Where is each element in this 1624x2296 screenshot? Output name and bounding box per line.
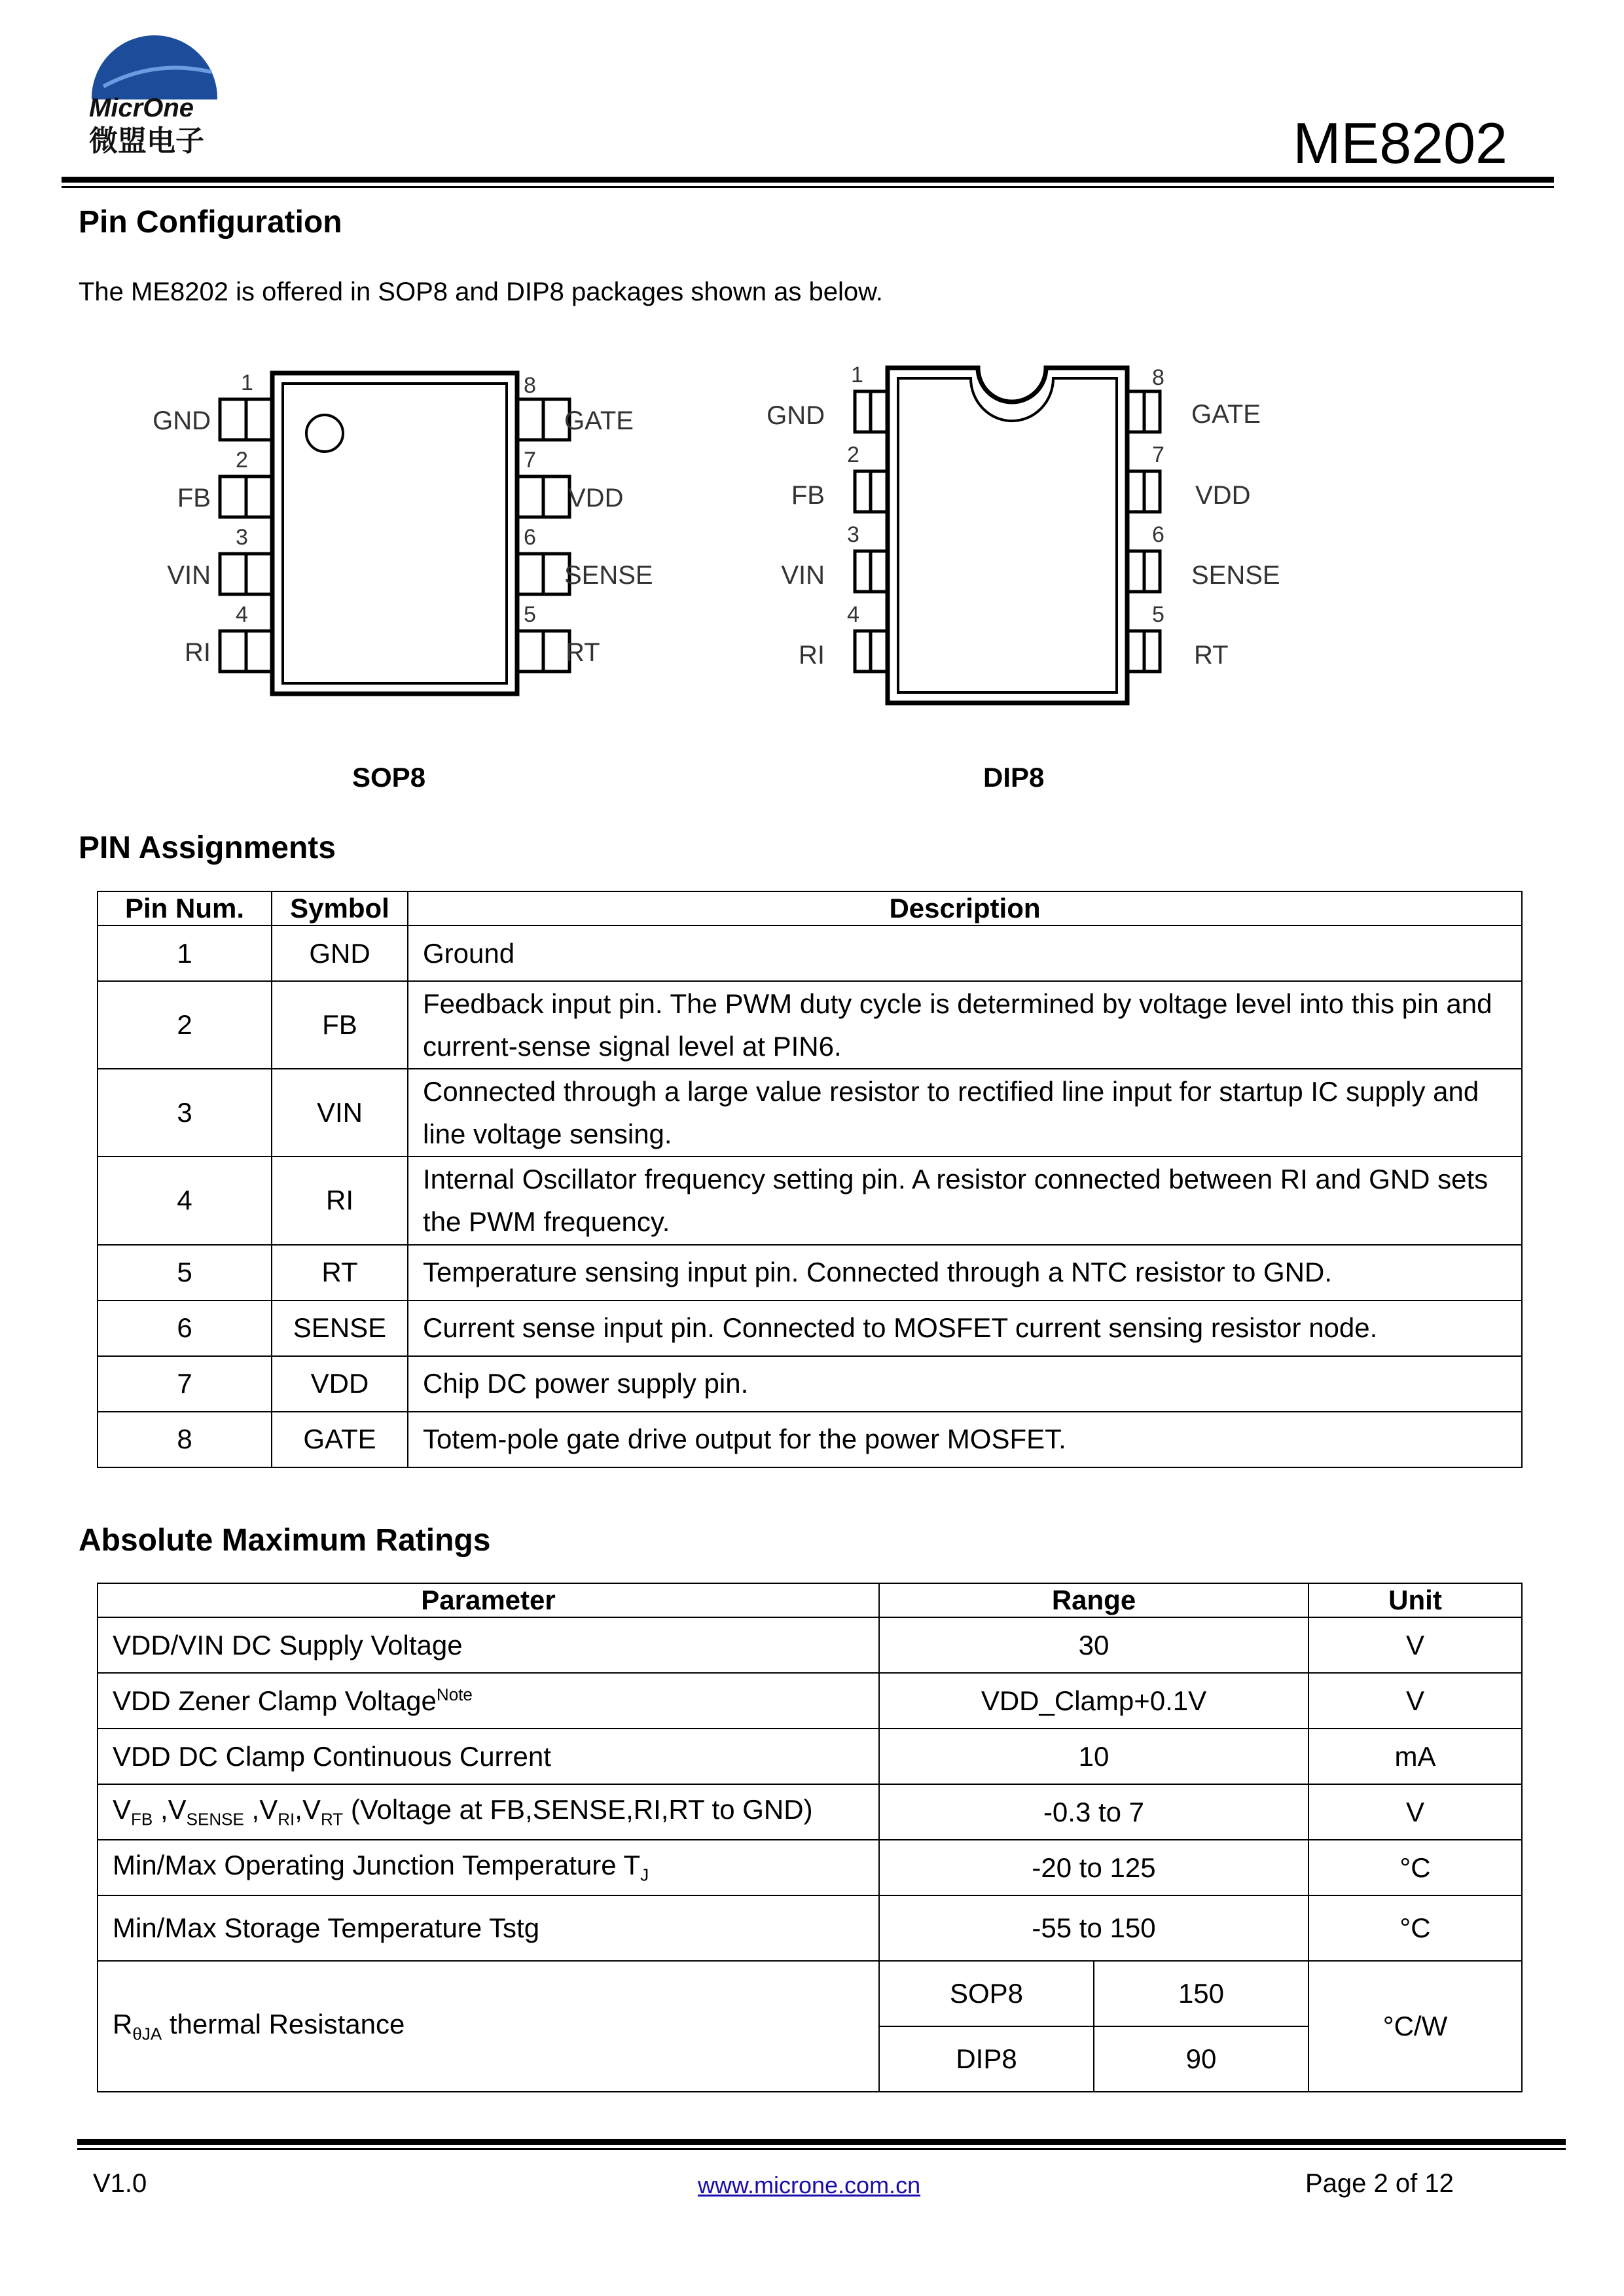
description-cell: Chip DC power supply pin. xyxy=(408,1356,1522,1412)
parameter-cell: VDD/VIN DC Supply Voltage xyxy=(98,1617,879,1673)
description-cell: Feedback input pin. The PWM duty cycle is determined by voltage level into this pin and current-sense signal level at PIN6. xyxy=(408,981,1522,1069)
table-row xyxy=(98,1069,1522,1157)
table-row xyxy=(98,1300,1522,1356)
symbol-cell: GATE xyxy=(272,1412,408,1467)
pin-config-title: Pin Configuration xyxy=(79,205,342,240)
dip8-pin-num: 1 xyxy=(851,363,863,387)
symbol-cell: RI xyxy=(272,1157,408,1244)
description-cell: Connected through a large value resistor to rectified line input for startup IC supply and line voltage sensing. xyxy=(408,1069,1522,1157)
sop8-pin-num: 5 xyxy=(524,602,536,627)
dip8-pin-label: GND xyxy=(767,401,825,430)
table-row xyxy=(98,1840,1522,1895)
sop8-pin-label: SENSE xyxy=(564,561,653,590)
pin-num-cell: 6 xyxy=(98,1300,272,1356)
table-row xyxy=(98,1617,1522,1673)
value-cell: 90 xyxy=(1094,2026,1308,2092)
symbol-cell: GND xyxy=(272,925,408,981)
table-row xyxy=(98,1245,1522,1300)
sop8-caption: SOP8 xyxy=(352,762,426,793)
sop8-pin-label: VDD xyxy=(568,484,624,512)
table-row xyxy=(98,1356,1522,1412)
parameter-text: VDD Zener Clamp Voltage xyxy=(113,1685,437,1716)
table-row xyxy=(98,1412,1522,1467)
col-header-unit: Unit xyxy=(1308,1583,1522,1617)
sop8-pin-label: GATE xyxy=(564,406,634,435)
website-link[interactable]: www.microne.com.cn xyxy=(698,2172,921,2198)
table-row xyxy=(98,1784,1522,1840)
ratings-table xyxy=(97,1583,1523,2092)
unit-cell: V xyxy=(1308,1617,1522,1673)
page-number: Page 2 of 12 xyxy=(1305,2169,1454,2198)
pin-assignments-title: PIN Assignments xyxy=(79,831,336,865)
param-subscript: FB xyxy=(131,1809,153,1829)
pin-assignments-table xyxy=(97,891,1523,1468)
value-cell: 150 xyxy=(1094,1961,1308,2026)
dip8-pin-label: FB xyxy=(791,481,825,510)
unit-cell: °C xyxy=(1308,1840,1522,1895)
unit-cell: °C xyxy=(1308,1895,1522,1961)
col-header-parameter: Parameter xyxy=(98,1583,879,1617)
table-row xyxy=(98,1895,1522,1961)
ratings-title: Absolute Maximum Ratings xyxy=(79,1523,491,1558)
pin-num-cell: 5 xyxy=(98,1245,272,1300)
part-number: ME8202 xyxy=(1293,111,1507,175)
unit-cell: mA xyxy=(1308,1729,1522,1784)
col-header-symbol: Symbol xyxy=(272,891,408,925)
logo-text-cn: 微盟电子 xyxy=(89,125,204,157)
param-symbol: R xyxy=(113,2008,133,2039)
dip8-diagram xyxy=(759,359,1309,712)
version-label: V1.0 xyxy=(93,2169,147,2198)
header-rule xyxy=(62,177,1554,183)
range-cell: 10 xyxy=(879,1729,1308,1784)
header-rule-thin xyxy=(62,186,1554,188)
dip8-pin-label: RT xyxy=(1194,641,1229,670)
dip8-caption: DIP8 xyxy=(983,762,1045,793)
description-cell: Internal Oscillator frequency setting pin. A resistor connected between RI and GND sets the PWM frequency. xyxy=(408,1157,1522,1244)
param-subscript: RT xyxy=(320,1809,344,1829)
dip8-pin-num: 6 xyxy=(1152,522,1164,547)
parameter-text: thermal Resistance xyxy=(169,2008,405,2039)
description-cell: Totem-pole gate drive output for the power MOSFET. xyxy=(408,1412,1522,1467)
pin-config-intro: The ME8202 is offered in SOP8 and DIP8 packages shown as below. xyxy=(79,278,883,306)
package-cell: DIP8 xyxy=(879,2026,1094,2092)
range-cell: VDD_Clamp+0.1V xyxy=(879,1673,1308,1729)
table-row xyxy=(98,1961,1522,2026)
pin-num-cell: 3 xyxy=(98,1069,272,1157)
parameter-text: (Voltage at FB,SENSE,RI,RT to GND) xyxy=(350,1794,813,1825)
parameter-cell xyxy=(98,1961,879,2092)
parameter-cell xyxy=(98,1673,879,1729)
sop8-pin-label: GND xyxy=(153,406,211,435)
col-header-pin-num: Pin Num. xyxy=(98,891,272,925)
pin-num-cell: 4 xyxy=(98,1157,272,1244)
sop8-pin-label: RT xyxy=(566,638,600,667)
dip8-pin-label: RI xyxy=(799,641,825,670)
range-cell: -0.3 to 7 xyxy=(879,1784,1308,1840)
symbol-cell: RT xyxy=(272,1245,408,1300)
sop8-pin1-dot xyxy=(306,415,343,452)
symbol-cell: VIN xyxy=(272,1069,408,1157)
param-subscript: RI xyxy=(278,1809,295,1829)
parameter-cell: Min/Max Storage Temperature Tstg xyxy=(98,1895,879,1961)
symbol-cell: VDD xyxy=(272,1356,408,1412)
symbol-cell: SENSE xyxy=(272,1300,408,1356)
description-cell: Ground xyxy=(408,925,1522,981)
table-row xyxy=(98,1157,1522,1244)
dip8-pin-label: VIN xyxy=(781,561,825,590)
logo-text-latin: MicrOne xyxy=(89,94,194,122)
symbol-cell: FB xyxy=(272,981,408,1069)
table-header-row xyxy=(98,891,1522,925)
param-symbol: V xyxy=(168,1794,187,1825)
pin-num-cell: 8 xyxy=(98,1412,272,1467)
table-row xyxy=(98,981,1522,1069)
parameter-cell: VDD DC Clamp Continuous Current xyxy=(98,1729,879,1784)
unit-cell: V xyxy=(1308,1673,1522,1729)
param-symbol: V xyxy=(259,1794,278,1825)
dip8-pin-label: GATE xyxy=(1191,400,1261,429)
unit-cell: V xyxy=(1308,1784,1522,1840)
pin-num-cell: 7 xyxy=(98,1356,272,1412)
param-subscript: SENSE xyxy=(186,1809,244,1829)
param-subscript: θJA xyxy=(132,2024,162,2044)
micro-one-logo xyxy=(77,26,228,164)
parameter-cell: $V_{FB}$ $,V_{SENSE}$ $,V_{RI},V_{RT}$ (Voltage at FB,SENSE,RI,RT to GND) xyxy=(98,1784,879,1840)
dip8-pin-label: VDD xyxy=(1195,481,1251,510)
dip8-pin-num: 4 xyxy=(847,602,859,627)
sop8-pin-num: 1 xyxy=(241,370,253,395)
pin-num-cell: 1 xyxy=(98,925,272,981)
sop8-pin-label: FB xyxy=(177,484,211,512)
dip8-pin-num: 7 xyxy=(1152,442,1164,467)
param-symbol: V xyxy=(302,1794,321,1825)
unit-cell: °C/W xyxy=(1308,1961,1522,2092)
footer-rule-thin xyxy=(77,2148,1566,2150)
range-cell: -55 to 150 xyxy=(879,1895,1308,1961)
dip8-pin-num: 5 xyxy=(1152,602,1164,627)
sop8-pin-num: 8 xyxy=(524,373,536,398)
param-symbol: V xyxy=(113,1794,132,1825)
col-header-description: Description xyxy=(408,891,1522,925)
table-header-row xyxy=(98,1583,1522,1617)
description-cell: Temperature sensing input pin. Connected through a NTC resistor to GND. xyxy=(408,1245,1522,1300)
range-cell: 30 xyxy=(879,1617,1308,1673)
description-cell: Current sense input pin. Connected to MOSFET current sensing resistor node. xyxy=(408,1300,1522,1356)
package-cell: SOP8 xyxy=(879,1961,1094,2026)
sop8-pin-label: RI xyxy=(185,638,211,667)
pin-num-cell: 2 xyxy=(98,981,272,1069)
sop8-pin-num: 6 xyxy=(524,525,536,550)
sop8-pin-num: 2 xyxy=(236,448,248,473)
note-superscript: Note xyxy=(436,1685,473,1704)
dip8-pin-num: 3 xyxy=(847,522,859,547)
parameter-text: Min/Max Operating Junction Temperature T xyxy=(113,1850,641,1881)
sop8-pin-label: VIN xyxy=(167,561,211,590)
range-cell: -20 to 125 xyxy=(879,1840,1308,1895)
dip8-pin-num: 2 xyxy=(847,442,859,467)
table-row xyxy=(98,1729,1522,1784)
sop8-pin-num: 3 xyxy=(236,525,248,550)
table-row xyxy=(98,1673,1522,1729)
footer-rule xyxy=(77,2139,1566,2145)
sop8-pin-num: 7 xyxy=(524,448,536,473)
col-header-range: Range xyxy=(879,1583,1308,1617)
dip8-pin-num: 8 xyxy=(1152,365,1164,390)
param-subscript: J xyxy=(640,1865,649,1885)
table-row xyxy=(98,925,1522,981)
dip8-pin-label: SENSE xyxy=(1191,561,1280,590)
sop8-diagram xyxy=(144,360,668,713)
parameter-cell xyxy=(98,1840,879,1895)
sop8-pin-num: 4 xyxy=(236,602,248,627)
